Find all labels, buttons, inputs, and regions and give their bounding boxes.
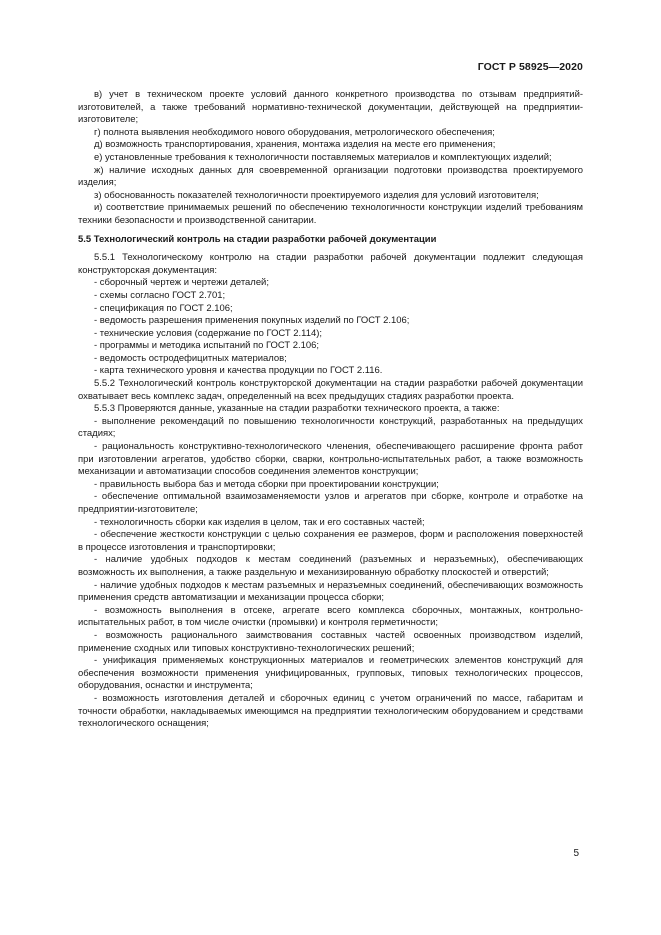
bullet-item: - возможность рационального заимствования составных частей освоенных производством изделий, применение сходных или типовых конструктивно-технологических решений; [78, 629, 583, 654]
clause-5-5-1: 5.5.1 Технологическому контролю на стадии разработки рабочей документации подлежит следующая конструкторская документация: [78, 252, 583, 276]
bullet-item: - карта технического уровня и качества продукции по ГОСТ 2.116. [94, 365, 383, 377]
bullet-item: - программы и методика испытаний по ГОСТ 2.106; [94, 340, 320, 352]
document-code-header: ГОСТ Р 58925—2020 [477, 61, 583, 73]
clause-5-5-3: 5.5.3 Проверяются данные, указанные на стадии разработки технического проекта, а также: [94, 403, 500, 415]
bullet-item: - спецификация по ГОСТ 2.106; [94, 302, 233, 314]
section-heading-5-5: 5.5 Технологический контроль на стадии разработки рабочей документации [78, 233, 437, 245]
bullet-item: - сборочный чертеж и чертежи деталей; [94, 277, 269, 289]
bullet-item: - выполнение рекомендаций по повышению технологичности конструкций, разработанных на предыдущих стадиях; [78, 415, 583, 440]
list-item-v: в) учет в техническом проекте условий данного конкретного производства по отзывам предприятий-изготовителей, а также требований нормативно-технической документации, действующей на предприятии-изготовителе; [78, 89, 583, 126]
list-item-zh: ж) наличие исходных данных для своевременной организации подготовки производства проектируемого изделия; [78, 164, 583, 189]
document-body [78, 89, 583, 731]
bullet-item: - наличие удобных подходов к местам разъемных и неразъемных соединений, обеспечивающих возможность применения средств автоматизации и механизации процесса сборки; [78, 579, 583, 604]
bullet-item: - правильность выбора баз и метода сборки при проектировании конструкции; [94, 478, 439, 490]
bullet-item: - ведомость разрешения применения покупных изделий по ГОСТ 2.106; [94, 315, 410, 327]
bullet-item: - схемы согласно ГОСТ 2.701; [94, 289, 226, 301]
list-item-e: е) установленные требования к технологичности поставляемых материалов и комплектующих изделий; [94, 151, 552, 163]
bullet-item: - возможность изготовления деталей и сборочных единиц с учетом ограничений по массе, габаритам и точности обработки, накладываемых имеющимся на предприятии технологическим оборудованием и средствами технологического оснащения; [78, 692, 583, 730]
list-item-g: г) полнота выявления необходимого нового оборудования, метрологического обеспечения; [94, 126, 495, 138]
bullet-item: - наличие удобных подходов к местам соединений (разъемных и неразъемных), обеспечивающих возможность их выполнения, а также раздельную и механизированную обработку плоскостей и отверстий; [78, 554, 583, 578]
bullet-item: - ведомость остродефицитных материалов; [94, 352, 287, 364]
bullet-item: - технические условия (содержание по ГОСТ 2.114); [94, 327, 322, 339]
bullet-item: - возможность выполнения в отсеке, агрегате всего комплекса сборочных, монтажных, контрольно-испытательных работ, в том числе очистки (промывки) и контроля герметичности; [78, 604, 583, 629]
list-item-i: и) соответствие принимаемых решений по обеспечению технологичности конструкции изделий требованиям техники безопасности и производственной санитарии. [78, 202, 583, 226]
bullet-item: - рациональность конструктивно-технологического членения, обеспечивающего расширение фронта работ при изготовлении агрегатов, удобство сборки, сварки, контрольно-испытательных работ, а также возможность механизации и автоматизации способов соединения элементов конструкции; [78, 441, 583, 478]
bullet-item: - унификация применяемых конструкционных материалов и геометрических элементов конструкций для обеспечения возможности применения унифицированных, групповых, типовых технологических процессов, оборудования, оснастки и инструмента; [78, 655, 583, 692]
bullet-item: - обеспечение оптимальной взаимозаменяемости узлов и агрегатов при сборке, контроле и отработке на предприятии-изготовителе; [78, 491, 583, 515]
clause-5-5-2: 5.5.2 Технологический контроль конструкторской документации на стадии разработки рабочей документации охватывает весь комплекс задач, определенный на всех предыдущих стадиях разработки проекта. [78, 378, 583, 402]
bullet-item: - обеспечение жесткости конструкции с целью сохранения ее размеров, форм и расположения поверхностей в процессе изготовления и транспортировки; [78, 529, 583, 553]
list-item-d: д) возможность транспортирования, хранения, монтажа изделия на месте его применения; [94, 139, 496, 151]
bullet-item: - технологичность сборки как изделия в целом, так и его составных частей; [94, 516, 425, 528]
list-item-z: з) обоснованность показателей технологичности проектируемого изделия для условий изготовителя; [94, 189, 539, 201]
page-number: 5 [573, 848, 579, 859]
